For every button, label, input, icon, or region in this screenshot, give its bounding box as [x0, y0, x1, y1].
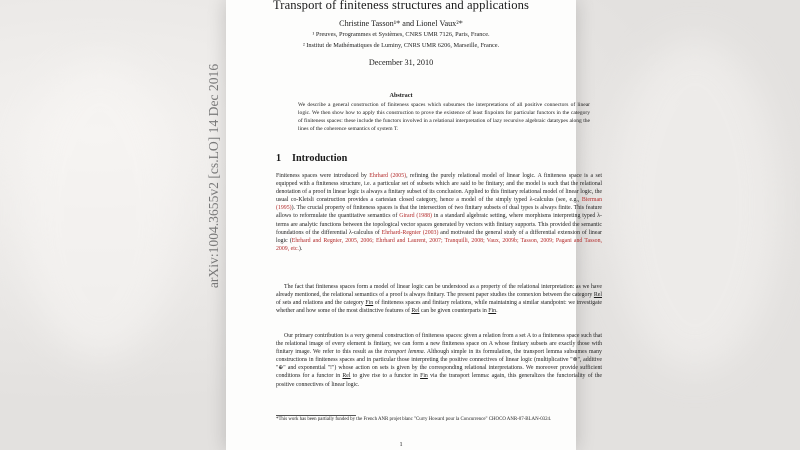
text-run: of finiteness spaces and finitary relations, while maintaining a similar standpoint: we investigate whether and how some of the most distinctive features of [276, 300, 602, 315]
paragraph-3 [276, 332, 602, 389]
citation-link[interactable]: Girard (1988) [399, 213, 432, 220]
text-run: ). The crucial property of finiteness spaces is that the intersection of two finitary subsets of dual types is always finite. This feature allows to reformulate the quantitative semantics of [276, 205, 602, 220]
text-run: via the transport lemma: again, this generalizes the functoriality of the positive connectives of linear logic. [276, 373, 602, 388]
affiliation-2: ² Institut de Mathématiques de Luminy, CNRS UMR 6206, Marseille, France. [302, 42, 500, 49]
text-run: , refining the purely relational model of linear logic. A finiteness space is a set equipped with a finiteness structure, i.e. a particular set of subsets which are said to be finitary; and the model is such that the relational denotation of a proof in linear logic is always a finitary subset of its conclusion. Applied to this finitary relational model of linear logic, the usual co-Kleisli construction provides a cartesian closed category, hence a model of the simply typed λ-calculus (see, e.g., [276, 173, 602, 204]
category-rel: Rel [593, 292, 602, 299]
citation-link[interactable]: Ehrhard and Regnier, 2005, 2006; Ehrhard and Laurent, 2007; Tranquilli, 2008; Vaux, 2009b; Tasson, 2009; Pagani and Tasson, 2009, etc. [276, 237, 602, 252]
category-rel: Rel [411, 308, 420, 315]
paragraph-1 [276, 172, 602, 253]
citation-link[interactable]: Ehrhard (2005) [369, 173, 407, 179]
background-blur-right [610, 40, 780, 370]
text-run: Finiteness spaces were introduced by [276, 173, 370, 179]
footnote-rule [276, 415, 356, 416]
category-fin: Fin [365, 300, 374, 307]
abstract-heading: Abstract [389, 92, 413, 99]
section-number: 1 [276, 153, 282, 164]
paper-authors: Christine Tasson¹* and Lionel Vaux²* [339, 19, 463, 28]
text-run: . [496, 308, 498, 315]
arxiv-identifier: arXiv:1004.3655v2 [cs.LO] 14 Dec 2016 [206, 63, 221, 289]
text-run: in a standard algebraic setting, where morphisms interpreting typed λ-terms are analytic functions between the topological vector spaces generated by vectors with finitary supports. This provided the semantic foundations of the differential λ-calculus of [276, 213, 602, 236]
paper-date: December 31, 2010 [368, 58, 434, 67]
text-run: can be given counterparts in [419, 308, 489, 315]
text-run: ). [298, 245, 303, 252]
text-run: . Although simple in its formulation, the transport lemma subsumes many constructions in finiteness spaces and in particular those interpreting the positive connectives of linear logic (multiplicative "⊗", additive "⊕" and exponential "!") whose action on sets is given by the corresponding relational interpretations. We moreover provide sufficient conditions for a functor in [276, 349, 602, 380]
text-run: of sets and relations and the category [276, 300, 366, 307]
category-fin: Fin [420, 373, 428, 380]
text-run: Our primary contribution is a very general construction of finiteness spaces: given a relation from a set A to a finiteness space such that the relational image of every element is finitary, we can form a new finiteness space on A whose finitary subsets are exactly those with finitary image. We refer to this result as the [276, 333, 602, 356]
emphasis-transport-lemma: transport lemma [384, 349, 424, 356]
citation-link[interactable]: Bierman (1995) [276, 197, 602, 212]
section-heading [276, 153, 347, 164]
page-number: 1 [399, 441, 403, 448]
category-fin: Fin [488, 308, 497, 315]
paper-title: Transport of finiteness structures and applications [272, 0, 530, 12]
category-rel: Rel [342, 373, 351, 380]
citation-link[interactable]: Ehrhard-Regnier (2003) [381, 229, 439, 236]
footnote: *This work has been partially funded by the French ANR projet blanc "Curry Howard pour la Concurrence" CHOCO ANR-07-BLAN-0324. [276, 417, 552, 422]
text-run: to give rise to a functor in [350, 373, 421, 380]
paragraph-2 [276, 283, 602, 315]
paper-page[interactable] [226, 0, 602, 450]
abstract-text: We describe a general construction of finiteness spaces which subsumes the interpretations of all positive connectors of linear logic. We then show how to apply this construction to prove the existence of least fixpoints for particular functors in the category of finiteness spaces: these include the functors involved in a relational interpretation of lazy recursive algebraic datatypes along the lines of the coherence semantics of system T. [298, 102, 590, 133]
arxiv-side-stamp [205, 63, 223, 289]
affiliation-1: ¹ Preuves, Programmes et Systèmes, CNRS UMR 7126, Paris, France. [312, 31, 490, 38]
background-blur-left [20, 60, 180, 360]
text-run: The fact that finiteness spaces form a model of linear logic can be understood as a property of the relational interpretation: as we have already mentioned, the relational semantics of a proof is always finitary. The present paper studies the connexion between the category [276, 284, 602, 299]
section-title: Introduction [292, 153, 348, 164]
text-run: and motivated the general study of a differential extension of linear logic ( [276, 229, 602, 244]
